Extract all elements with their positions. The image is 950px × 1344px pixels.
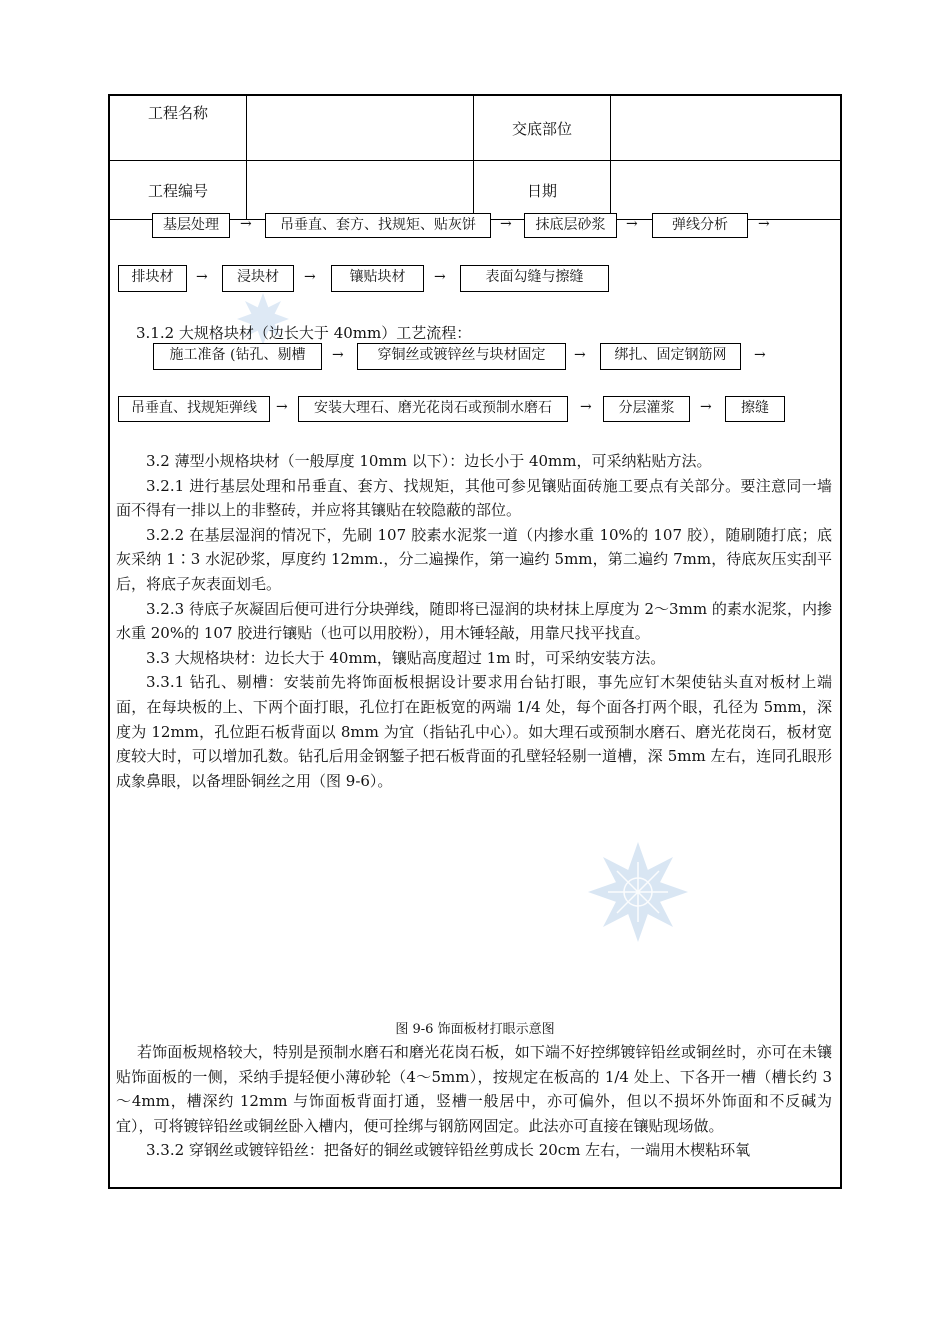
paragraph: 3.2.1 进行基层处理和吊垂直、套方、找规矩，其他可参见镶贴面砖施工要点有关部分。要注意同一墙面不得有一排以上的非整砖，并应将其镶贴在较隐蔽的部位。 [116,476,832,520]
arrow-right-icon: → [196,269,208,285]
flow-step: 安装大理石、磨光花岗石或预制水磨石 [298,396,568,422]
flow-step: 弹线分析 [652,213,748,238]
flow-step: 镶贴块材 [331,265,424,292]
paragraph: 3.3 大规格块材：边长大于 40mm，镶贴高度超过 1m 时，可采纳安装方法。 [146,648,666,667]
date-value [611,161,841,220]
project-name-value [247,96,474,161]
paragraph: 3.3.2 穿钢丝或镀锌铅丝：把备好的铜丝或镀锌铅丝剪成长 20cm 左右，一端用木楔粘环氧 [146,1141,751,1159]
body-text [116,449,832,793]
flow-step: 施工准备 (钻孔、剔槽 [153,343,322,370]
arrow-right-icon: → [240,216,252,232]
flow-step: 吊垂直、套方、找规矩、贴灰饼 [265,213,491,238]
paragraph: 3.3.1 钻孔、剔槽：安装前先将饰面板根据设计要求用台钻打眼，事先应钉木架使钻头直对板材上端面，在每块板的上、下两个面打眼，孔位打在距板宽的两端 1/4 处，每个面各打两个眼，孔径为 5mm，深度为 12mm，孔位距石板背面以 8mm 为宜（指钻孔中心）。如大理石或预制水磨石、磨光花岗石，板材宽度较大时，可以增加孔数。钻孔后用金钢錾子把石板背面的孔壁轻轻剔一道槽，深 5mm 左右，连同孔眼形成象鼻眼，以备埋卧铜丝之用（图 9-6）。 [116,673,832,790]
paragraph: 3.2.2 在基层湿润的情况下，先刷 107 胶素水泥浆一道（内掺水重 10%的 107 胶），随刷随打底；底灰采纳 1∶3 水泥砂浆，厚度约 12mm.，分二遍操作，第一遍约 5mm，第二遍约 7mm，待底灰压实刮平后，将底子灰表面划毛。 [116,525,832,593]
flow-step: 绑扎、固定钢筋网 [600,343,741,370]
arrow-right-icon: → [500,216,512,232]
arrow-right-icon: → [574,347,586,363]
arrow-right-icon: → [580,399,592,415]
flow-step: 排块材 [118,265,187,292]
arrow-right-icon: → [304,269,316,285]
arrow-right-icon: → [754,347,766,363]
project-no-value [247,161,474,220]
section-heading: 3.1.2 大规格块材（边长大于 40mm）工艺流程： [136,324,472,342]
arrow-right-icon: → [758,216,770,232]
flow-step: 擦缝 [725,396,785,422]
paragraph: 3.2.3 待底子灰凝固后便可进行分块弹线，随即将已湿润的块材抹上厚度为 2～3mm 的素水泥浆，内掺水重 20%的 107 胶进行镶贴（也可以用胶粉），用木锤轻敲，用靠尺找平找直。 [116,599,832,643]
flow-step: 吊垂直、找规矩弹线 [118,396,270,422]
figure-caption: 图 9-6 饰面板材打眼示意图 [395,1022,555,1037]
arrow-right-icon: → [276,399,288,415]
handover-part-label: 交底部位 [474,96,611,161]
header-table [110,96,840,220]
arrow-right-icon: → [332,347,344,363]
paragraph: 3.2 薄型小规格块材（一般厚度 10mm 以下）：边长小于 40mm，可采纳粘贴方法。 [146,452,712,470]
flow-step: 抹底层砂浆 [524,213,617,238]
flow-step: 穿铜丝或镀锌丝与块材固定 [357,343,566,370]
flow-step: 表面勾缝与擦缝 [460,265,609,292]
flow-step: 基层处理 [152,213,230,238]
project-no-label: 工程编号 [110,161,247,220]
flow-step: 浸块材 [222,265,294,292]
body-text [116,1040,832,1163]
arrow-right-icon: → [700,399,712,415]
flow-step: 分层灌浆 [603,396,690,422]
arrow-right-icon: → [626,216,638,232]
date-label: 日期 [474,161,611,220]
project-name-label: 工程名称 [110,96,247,161]
arrow-right-icon: → [434,269,446,285]
handover-part-value [611,96,841,161]
paragraph: 若饰面板规格较大，特别是预制水磨石和磨光花岗石板，如下端不好控绑镀锌铅丝或铜丝时，亦可在未镶贴饰面板的一侧，采纳手提轻便小薄砂轮（4～5mm），按规定在板高的 1/4 处上、下各开一槽（槽长约 3～4mm，槽深约 12mm 与饰面板背面打通，竖槽一般居中，亦可偏外，但以不损坏外饰面和不反碱为宜），可将镀锌铅丝或铜丝卧入槽内，便可拴绑与钢筋网固定。此法亦可直接在镶贴现场做。 [116,1043,832,1135]
